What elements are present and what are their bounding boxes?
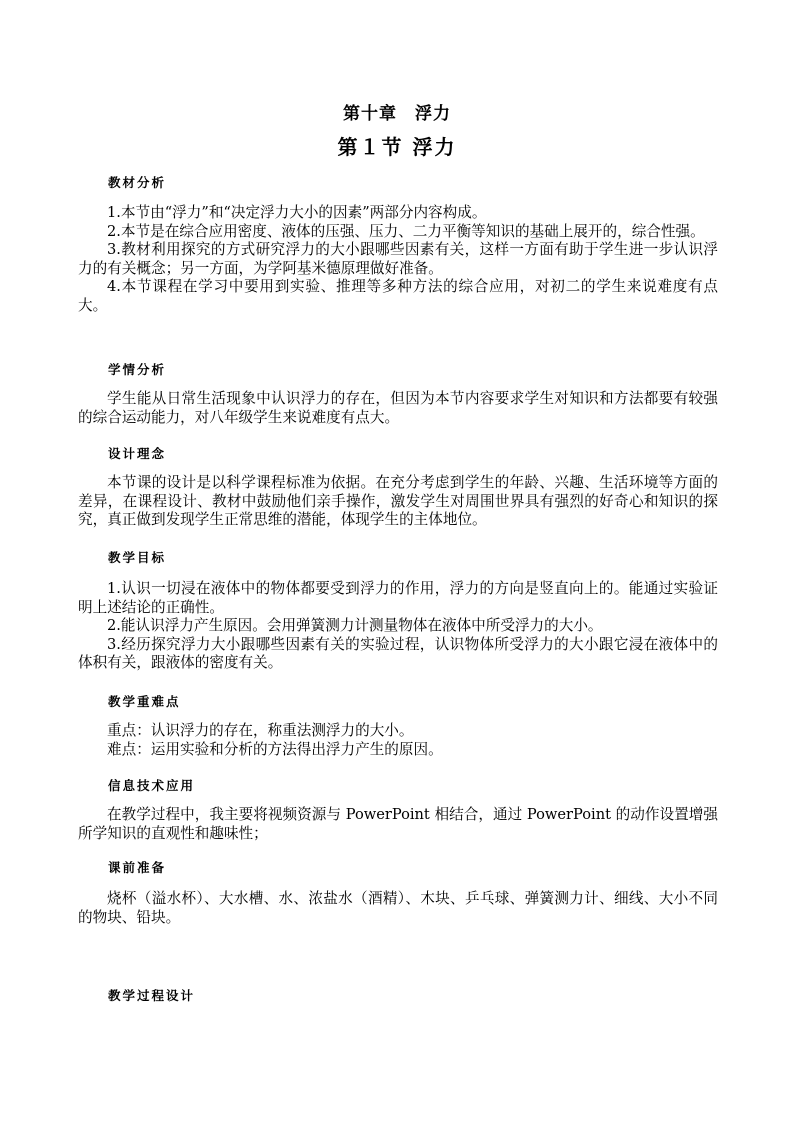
goals-paragraph: 3.经历探究浮力大小跟哪些因素有关的实验过程，认识物体所受浮力的大小跟它浸在液体中的体积有关，跟液体的密度有关。 [78, 635, 718, 671]
design-heading-block [78, 444, 718, 462]
students-paragraph: 学生能从日常生活现象中认识浮力的存在，但因为本节内容要求学生对知识和方法都要有较强的综合运动能力，对八年级学生来说难度有点大。 [78, 390, 718, 426]
prep-heading-block [78, 858, 718, 876]
students-heading-block [78, 360, 718, 378]
goals-heading-block [78, 548, 718, 566]
design-body [78, 474, 718, 530]
goals-heading: 教学目标 [108, 550, 167, 565]
analysis-heading: 教材分析 [108, 175, 167, 190]
keypoints-paragraph: 重点：认识浮力的存在，称重法测浮力的大小。 [107, 722, 414, 739]
students-heading: 学情分析 [108, 362, 167, 377]
goals-paragraph: 2.能认识浮力产生原因。会用弹簧测力计测量物体在液体中所受浮力的大小。 [107, 617, 603, 634]
design-paragraph: 本节课的设计是以科学课程标准为依据。在充分考虑到学生的年龄、兴趣、生活环境等方面的差异，在课程设计、教材中鼓励他们亲手操作，激发学生对周围世界具有强烈的好奇心和知识的探究，真正做到发现学生正常思维的潜能，体现学生的主体地位。 [78, 474, 718, 528]
keypoints-heading: 教学重难点 [108, 694, 181, 709]
it-body [78, 806, 718, 843]
analysis-heading-block [78, 173, 718, 191]
section-title: 第１节 浮力 [337, 135, 457, 159]
keypoints-paragraph: 难点：运用实验和分析的方法得出浮力产生的原因。 [107, 740, 443, 758]
process-heading-block [78, 986, 718, 1004]
analysis-paragraph: 3.教材利用探究的方式研究浮力的大小跟哪些因素有关，这样一方面有助于学生进一步认识浮力的有关概念；另一方面，为学阿基米德原理做好准备。 [78, 241, 718, 277]
analysis-paragraph: 1.本节由“浮力”和“决定浮力大小的因素”两部分内容构成。 [107, 204, 487, 221]
analysis-paragraph: 4.本节课程在学习中要用到实验、推理等多种方法的综合应用，对初二的学生来说难度有点大。 [78, 278, 718, 314]
prep-heading: 课前准备 [108, 860, 167, 875]
it-paragraph: 在教学过程中，我主要将视频资源与 PowerPoint 相结合，通过 PowerPoint 的动作设置增强所学知识的直观性和趣味性； [78, 806, 718, 842]
design-heading: 设计理念 [108, 446, 167, 461]
goals-paragraph: 1.认识一切浸在液体中的物体都要受到浮力的作用，浮力的方向是竖直向上的。能通过实验证明上述结论的正确性。 [78, 580, 718, 616]
chapter-title: 第十章 浮力 [343, 104, 451, 124]
keypoints-heading-block [78, 692, 718, 710]
it-heading: 信息技术应用 [108, 778, 196, 793]
prep-paragraph: 烧杯（溢水杯）、大水槽、水、浓盐水（酒精）、木块、乒乓球、弹簧测力计、细线、大小不同的物块、铅块。 [78, 890, 718, 926]
analysis-body [78, 204, 718, 315]
process-heading: 教学过程设计 [108, 988, 196, 1003]
analysis-paragraph: 2.本节是在综合应用密度、液体的压强、压力、二力平衡等知识的基础上展开的，综合性强。 [107, 222, 705, 240]
goals-body [78, 580, 718, 673]
prep-body [78, 890, 718, 927]
keypoints-body [78, 722, 718, 759]
students-body [78, 390, 718, 427]
it-heading-block [78, 776, 718, 794]
